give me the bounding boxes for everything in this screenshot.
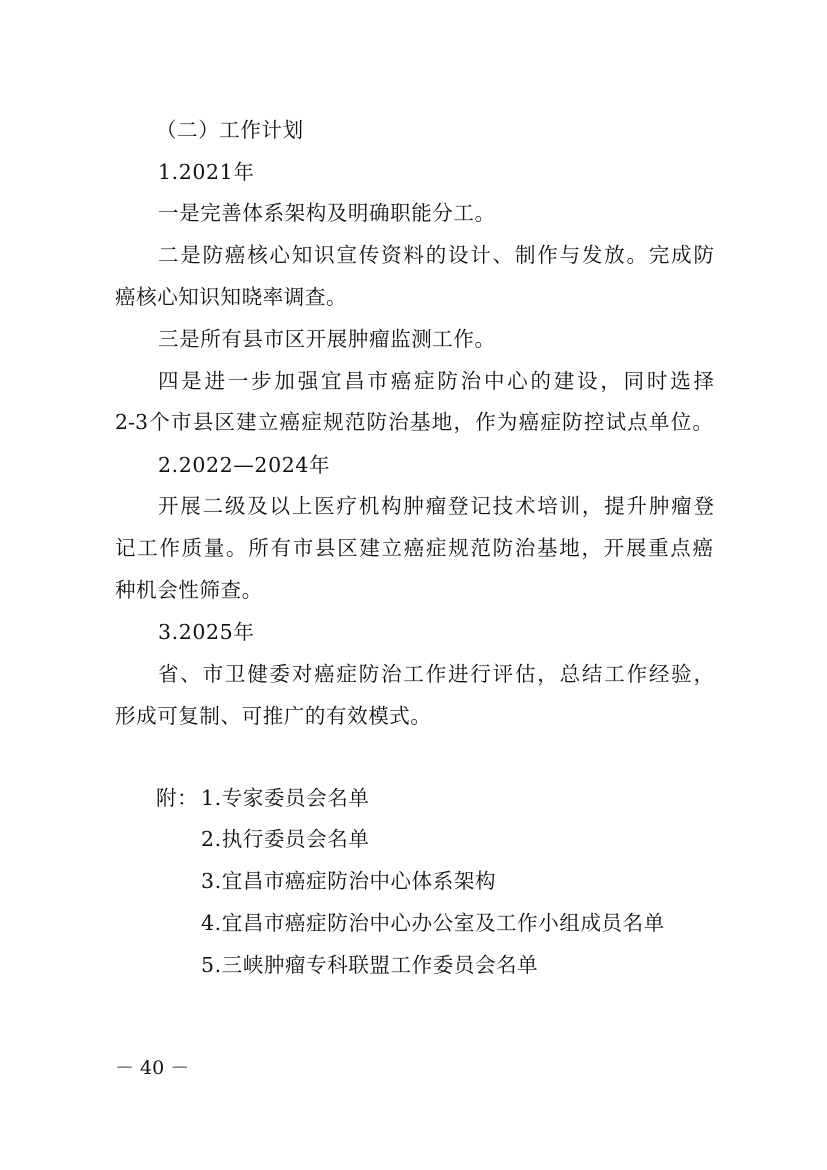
attachments-label: 附： [156, 786, 199, 810]
paragraph-line: 癌核心知识知晓率调查。 [115, 285, 348, 309]
page-number: － 40 － [115, 1057, 190, 1079]
paragraph-line: 开展二级及以上医疗机构肿瘤登记技术培训，提升肿瘤登 [158, 494, 714, 518]
paragraph-line: 形成可复制、可推广的有效模式。 [115, 704, 432, 728]
year-heading-2025: 3.2025年 [158, 620, 255, 644]
year-heading-2021: 1.2021年 [158, 160, 255, 184]
attachment-item: 3.宜昌市癌症防治中心体系架构 [201, 869, 497, 893]
paragraph-line: 种机会性筛查。 [115, 578, 263, 602]
attachment-item: 1.专家委员会名单 [201, 786, 370, 810]
paragraph-line: 省、市卫健委对癌症防治工作进行评估，总结工作经验， [158, 662, 714, 686]
paragraph-line: 四是进一步加强宜昌市癌症防治中心的建设，同时选择 [158, 369, 714, 393]
paragraph-line: 二是防癌核心知识宣传资料的设计、制作与发放。完成防 [158, 243, 714, 267]
paragraph-line: 三是所有县市区开展肿瘤监测工作。 [158, 327, 496, 351]
attachment-item: 5.三峡肿瘤专科联盟工作委员会名单 [201, 953, 539, 977]
paragraph-line: 2-3个市县区建立癌症规范防治基地，作为癌症防控试点单位。 [115, 410, 713, 434]
section-heading: （二）工作计划 [156, 118, 304, 142]
paragraph-line: 记工作质量。所有市县区建立癌症规范防治基地，开展重点癌 [115, 536, 713, 560]
attachment-item: 2.执行委员会名单 [201, 827, 370, 851]
paragraph-line: 一是完善体系架构及明确职能分工。 [158, 201, 496, 225]
year-heading-2022-2024: 2.2022—2024年 [158, 453, 331, 477]
attachment-item: 4.宜昌市癌症防治中心办公室及工作小组成员名单 [201, 911, 665, 935]
